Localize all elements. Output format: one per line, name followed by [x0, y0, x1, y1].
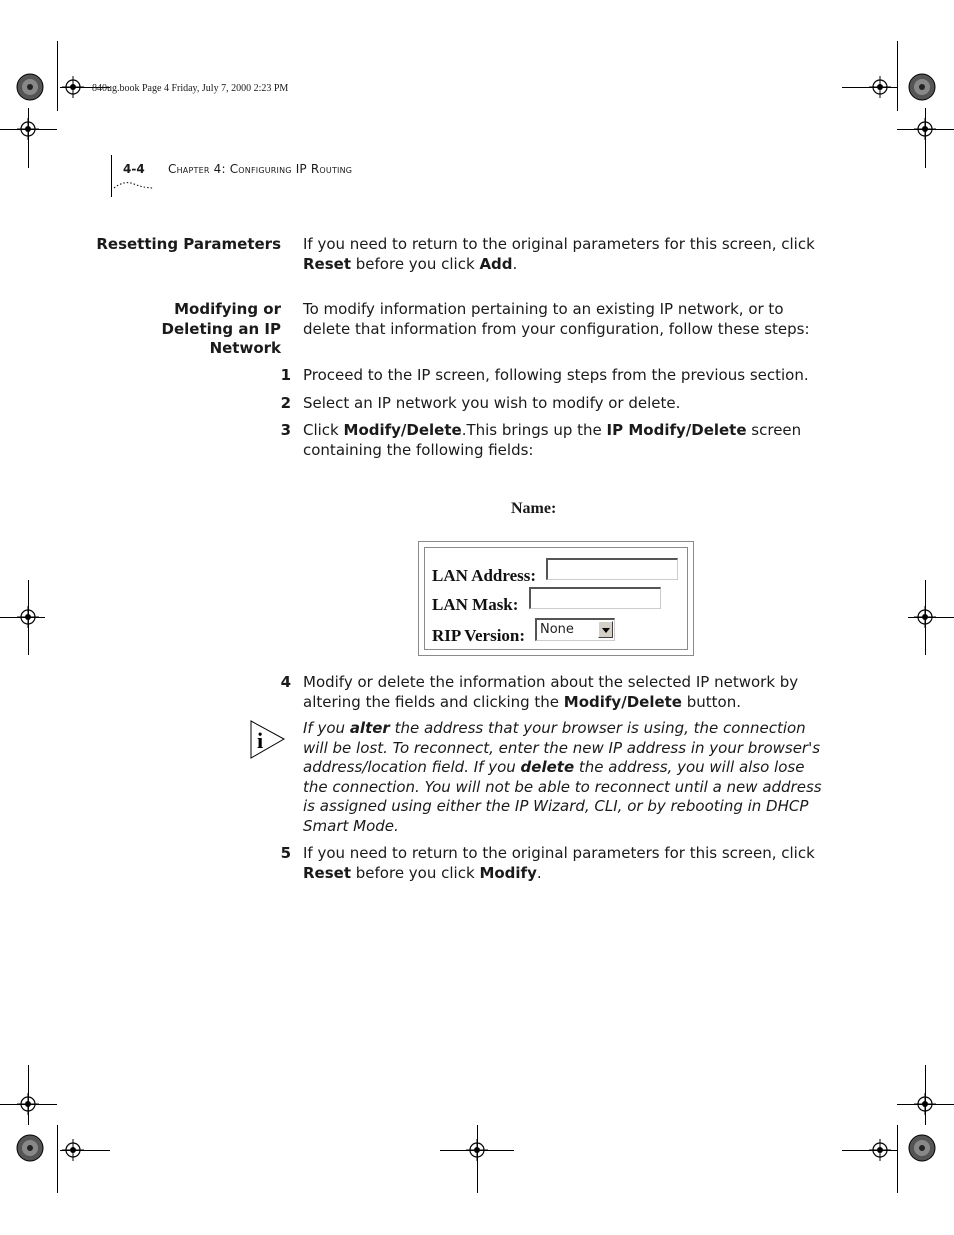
header-dotted-curve: [112, 178, 156, 190]
step-1-text: Proceed to the IP screen, following steps from the previous section.: [303, 366, 809, 384]
rip-version-label: RIP Version:: [432, 626, 526, 645]
lan-mask-label: LAN Mask:: [432, 595, 519, 614]
note-paragraph: If you alter the address that your browser is using, the connection will be lost. To reconnect, enter the new IP address in your browser's address/location field. If you delete the address, you will also lose the connection. You will not be able to reconnect until a new address is assigned using either the IP Wizard, CLI, or by rebooting in DHCP Smart Mode.: [303, 719, 822, 835]
lan-mask-input[interactable]: [529, 587, 661, 609]
form-name-label: Name:: [511, 500, 557, 517]
step-3-text: Click Modify/Delete.This brings up the IP Modify/Delete screen containing the following fields:: [303, 421, 802, 459]
page-number: 4-4: [123, 162, 145, 176]
step-4-text: Modify or delete the information about the selected IP network by altering the fields and clicking the Modify/Delete button.: [303, 673, 799, 711]
step-number: 1: [280, 366, 291, 384]
modify-intro-paragraph: To modify information pertaining to an existing IP network, or to delete that information from your configuration, follow these steps:: [303, 300, 810, 338]
section-heading-resetting: Resetting Parameters: [96, 235, 281, 253]
form-inner-frame: [424, 547, 688, 650]
chevron-down-icon[interactable]: [598, 621, 613, 638]
book-info-line: 840ug.book Page 4 Friday, July 7, 2000 2:23 PM: [92, 83, 289, 94]
step-number: 3: [280, 421, 291, 439]
rip-version-select[interactable]: [535, 618, 615, 641]
header-rule: [111, 155, 112, 197]
svg-text:i: i: [257, 728, 264, 753]
chapter-title: Chapter 4: Configuring IP Routing: [168, 162, 353, 176]
rip-version-value: None: [540, 622, 574, 637]
section-heading-modifying: Modifying or Deleting an IP Network: [161, 300, 281, 357]
reset-paragraph: If you need to return to the original parameters for this screen, click Reset before you click Add.: [303, 235, 815, 273]
ip-modify-form-figure: [418, 541, 694, 656]
step-number: 5: [280, 844, 291, 862]
lan-address-label: LAN Address:: [432, 566, 537, 585]
step-5-text: If you need to return to the original parameters for this screen, click Reset before you click Modify.: [303, 844, 815, 882]
step-number: 4: [280, 673, 291, 691]
info-icon: [250, 720, 286, 760]
step-number: 2: [280, 394, 291, 412]
step-2-text: Select an IP network you wish to modify or delete.: [303, 394, 681, 412]
lan-address-input[interactable]: [546, 558, 678, 580]
